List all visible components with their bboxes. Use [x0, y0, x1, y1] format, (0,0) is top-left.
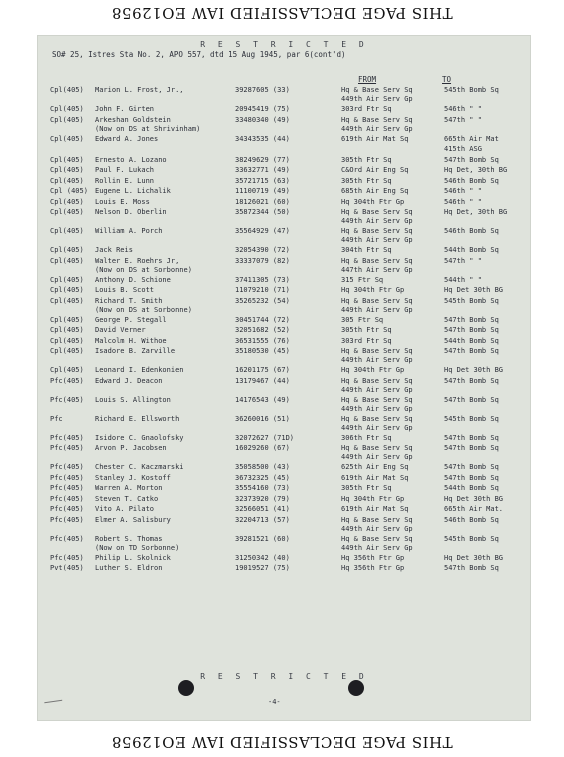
roster-row [38, 396, 530, 415]
from-cell: 305th Ftr Sq [341, 176, 392, 185]
name-cell: Marion L. Frost, Jr., [95, 86, 184, 94]
name-cell: George P. Stegall [95, 315, 167, 324]
serial-number-cell: 20945419 (75) [235, 105, 290, 113]
from-cell: 619th Air Mat Sq [341, 134, 409, 143]
roster-row [38, 105, 530, 116]
punch-hole-left [178, 680, 194, 696]
serial-number-cell: 32204713 (57) [235, 515, 290, 524]
name-cell: Richard T. Smith [95, 296, 163, 305]
name-cell: Anthony D. Schione [95, 275, 171, 284]
from-cell: Hq & Base Serv Sq [341, 115, 413, 124]
from-cell-line2: 449th Air Serv Gp [341, 404, 413, 413]
from-cell: Hq & Base Serv Sq [341, 395, 413, 404]
to-cell: 547th Bomb Sq [444, 564, 499, 572]
grade-cell: Cpl(405) [50, 366, 84, 374]
name-cell: Warren A. Morton [95, 484, 163, 492]
name-cell: David Verner [95, 326, 146, 334]
declassified-banner-bottom: THIS PAGE DECLASSIFIED IAW EO12958 [111, 733, 453, 751]
grade-cell: Pfc(405) [50, 463, 84, 471]
grade-cell: Pfc(405) [50, 473, 84, 482]
page-number: -4- [268, 698, 281, 706]
grade-cell: Cpl(405) [50, 155, 84, 164]
punch-hole-right [348, 680, 364, 696]
from-cell: 315 Ftr Sq [341, 275, 384, 284]
roster-row [38, 187, 530, 198]
roster-row [38, 415, 530, 434]
roster-row [38, 495, 530, 506]
serial-number-cell: 39287605 (33) [235, 86, 290, 94]
roster-row [38, 286, 530, 297]
name-cell: John F. Girten [95, 105, 155, 113]
serial-number-cell: 33632771 (49) [235, 166, 290, 174]
roster-row [38, 564, 530, 575]
from-cell: Hq & Base Serv Sq [341, 444, 413, 452]
from-cell: Hq & Base Serv Sq [341, 534, 413, 543]
serial-number-cell: 38249629 (77) [235, 155, 290, 164]
roster-row [38, 484, 530, 495]
roster-row [38, 316, 530, 327]
roster-row [38, 246, 530, 257]
from-cell-line2: 447th Air Serv Gp [341, 265, 413, 274]
grade-cell: Pvt(405) [50, 564, 84, 572]
to-cell: 544th Bomb Sq [444, 246, 499, 254]
to-cell: 545th Bomb Sq [444, 534, 499, 543]
roster-row [38, 326, 530, 337]
name-cell: Steven T. Catko [95, 494, 159, 503]
roster-row [38, 505, 530, 516]
roster-row [38, 535, 530, 554]
to-cell: 546th Bomb Sq [444, 176, 499, 185]
to-cell: Hq Det 30th BG [444, 366, 504, 374]
from-cell: 304th Ftr Sq [341, 246, 392, 254]
from-cell: Hq 304th Ftr Gp [341, 494, 405, 503]
grade-cell: Cpl(405) [50, 227, 84, 235]
serial-number-cell: 32072627 (71D) [235, 433, 295, 442]
grade-cell: Cpl(405) [50, 105, 84, 113]
name-cell: Richard E. Ellsworth [95, 414, 180, 423]
serial-number-cell: 32054390 (72) [235, 246, 290, 254]
grade-cell: Pfc(405) [50, 395, 84, 404]
serial-number-cell: 30451744 (72) [235, 315, 290, 324]
name-cell: Edward A. Jones [95, 134, 159, 143]
serial-number-cell: 35180530 (45) [235, 347, 290, 355]
to-cell: 546th " " [444, 187, 482, 195]
from-cell-line2: 449th Air Serv Gp [341, 124, 413, 133]
serial-number-cell: 11100719 (49) [235, 187, 290, 195]
from-cell-line2: 449th Air Serv Gp [341, 524, 413, 533]
serial-number-cell: 39281521 (60) [235, 534, 290, 543]
roster-row [38, 257, 530, 276]
serial-number-cell: 36531555 (76) [235, 336, 290, 345]
from-cell: Hq 304th Ftr Gp [341, 197, 405, 206]
grade-cell: Cpl (405) [50, 187, 88, 195]
to-cell: 547th Bomb Sq [444, 326, 499, 334]
to-cell: 665th Air Mat. [444, 505, 504, 513]
from-cell: Hq & Base Serv Sq [341, 227, 413, 235]
name-cell: Leonard I. Edenkonien [95, 366, 184, 374]
to-cell: 547th Bomb Sq [444, 463, 499, 471]
serial-number-cell: 35721715 (63) [235, 176, 290, 185]
name-cell: Arvon P. Jacobsen [95, 444, 167, 452]
from-cell-line2: 449th Air Serv Gp [341, 217, 413, 225]
name-cell: Louis B. Scott [95, 286, 155, 294]
from-cell-line2: 449th Air Serv Gp [341, 95, 413, 103]
grade-cell: Cpl(405) [50, 296, 84, 305]
grade-cell: Cpl(405) [50, 286, 84, 294]
grade-cell: Cpl(405) [50, 115, 84, 124]
from-cell: 303rd Ftr Sq [341, 105, 392, 113]
name-cell: Luther S. Eldron [95, 564, 163, 572]
from-cell: 305th Ftr Sq [341, 484, 392, 492]
grade-cell: Pfc(405) [50, 553, 84, 562]
to-cell: 546th " " [444, 197, 482, 206]
roster-row [38, 463, 530, 474]
to-cell: Hq Det 30th BG [444, 553, 504, 562]
restricted-footer: R E S T R I C T E D [200, 672, 368, 681]
roster-row [38, 135, 530, 146]
serial-number-cell: 33480340 (49) [235, 115, 290, 124]
roster-row [38, 337, 530, 348]
grade-cell: Pfc [50, 414, 63, 423]
grade-cell: Pfc(405) [50, 376, 84, 385]
serial-number-cell: 32051682 (52) [235, 326, 290, 334]
serial-number-cell: 16201175 (67) [235, 366, 290, 374]
roster-row [38, 366, 530, 377]
to-cell: 545th Bomb Sq [444, 414, 499, 423]
to-cell: 546th Bomb Sq [444, 515, 499, 524]
restricted-header: R E S T R I C T E D [200, 40, 368, 49]
from-cell: Hq & Base Serv Sq [341, 376, 413, 385]
from-cell: 619th Air Mat Sq [341, 505, 409, 513]
name-cell: Philip L. Skolnick [95, 553, 171, 562]
from-cell: Hq 304th Ftr Gp [341, 366, 405, 374]
from-cell-line2: 449th Air Serv Gp [341, 543, 413, 552]
grade-cell: Cpl(405) [50, 134, 84, 143]
grade-cell: Pfc(405) [50, 433, 84, 442]
from-cell: Hq & Base Serv Sq [341, 86, 413, 94]
to-cell: 547th Bomb Sq [444, 315, 499, 324]
name-cell: Jack Reis [95, 246, 133, 254]
to-cell: Hq Det, 30th BG [444, 208, 508, 216]
document-page [37, 35, 531, 721]
name-cell: Arkeshan Goldstein [95, 115, 171, 124]
to-cell: 547th Bomb Sq [444, 347, 499, 355]
roster-row [38, 347, 530, 366]
grade-cell: Cpl(405) [50, 176, 84, 185]
from-cell: Hq 304th Ftr Gp [341, 286, 405, 294]
to-cell: 547th Bomb Sq [444, 376, 499, 385]
roster-row [38, 198, 530, 209]
serial-number-cell: 19019527 (75) [235, 564, 290, 572]
from-cell-line2: 449th Air Serv Gp [341, 385, 413, 394]
roster-row [38, 516, 530, 535]
serial-number-cell: 32566051 (41) [235, 505, 290, 513]
to-cell: 547th " " [444, 256, 482, 265]
name-cell: Edward J. Deacon [95, 376, 163, 385]
roster-row [38, 86, 530, 105]
from-cell: 305th Ftr Sq [341, 155, 392, 164]
serial-number-cell: 13179467 (44) [235, 376, 290, 385]
to-cell: 547th Bomb Sq [444, 155, 499, 164]
from-cell: 305th Ftr Sq [341, 326, 392, 334]
roster-row [38, 166, 530, 177]
from-cell: 685th Air Eng Sq [341, 187, 409, 195]
grade-cell: Cpl(405) [50, 256, 84, 265]
to-cell: Hq Det 30th BG [444, 494, 504, 503]
to-cell: 545th Bomb Sq [444, 296, 499, 305]
name-cell: Louis S. Allington [95, 395, 171, 404]
from-cell: Hq & Base Serv Sq [341, 296, 413, 305]
roster-row [38, 208, 530, 227]
name-cell: William A. Porch [95, 227, 163, 235]
from-cell-line2: 449th Air Serv Gp [341, 356, 413, 364]
duty-note: (Now on DS at Sorbonne) [95, 265, 192, 274]
to-cell: 547th Bomb Sq [444, 444, 499, 452]
name-cell: Stanley J. Kostoff [95, 473, 171, 482]
serial-number-cell: 35265232 (54) [235, 296, 290, 305]
serial-number-cell: 14176543 (49) [235, 395, 290, 404]
serial-number-cell: 16029260 (67) [235, 444, 290, 452]
to-cell: Hq Det 30th BG [444, 286, 504, 294]
from-cell-line2: 449th Air Serv Gp [341, 453, 413, 461]
from-cell: C&Ord Air Eng Sq [341, 166, 409, 174]
grade-cell: Cpl(405) [50, 246, 84, 254]
name-cell: Louis E. Moss [95, 197, 150, 206]
declassified-banner-top: THIS PAGE DECLASSIFIED IAW EO12958 [111, 4, 453, 22]
grade-cell: Cpl(405) [50, 336, 84, 345]
to-cell: 547th Bomb Sq [444, 395, 499, 404]
roster-row [38, 177, 530, 188]
to-cell: 544th " " [444, 275, 482, 284]
roster-row [38, 276, 530, 287]
roster-row [38, 434, 530, 445]
from-cell: 305 Ftr Sq [341, 315, 384, 324]
roster-row [38, 377, 530, 396]
name-cell: Rollin E. Lunn [95, 176, 155, 185]
from-cell-line2: 449th Air Serv Gp [341, 236, 413, 244]
to-cell: 546th " " [444, 105, 482, 113]
grade-cell: Cpl(405) [50, 275, 84, 284]
serial-number-cell: 32373920 (79) [235, 494, 290, 503]
to-cell: 665th Air Mat [444, 134, 499, 143]
from-cell: Hq & Base Serv Sq [341, 347, 413, 355]
from-cell-line2: 449th Air Serv Gp [341, 423, 413, 432]
roster-row [38, 145, 530, 156]
roster-row [38, 156, 530, 167]
duty-note: (Now on DS at Sorbonne) [95, 305, 192, 314]
to-cell: Hq Det, 30th BG [444, 166, 508, 174]
to-cell: 544th Bomb Sq [444, 336, 499, 345]
name-cell: Paul F. Lukach [95, 166, 155, 174]
grade-cell: Cpl(405) [50, 326, 84, 334]
from-cell-line2: 449th Air Serv Gp [341, 305, 413, 314]
name-cell: Isidore C. Gnaolofsky [95, 433, 184, 442]
name-cell: Elmer A. Salisbury [95, 515, 171, 524]
name-cell: Robert S. Thomas [95, 534, 163, 543]
serial-number-cell: 11079210 (71) [235, 286, 290, 294]
serial-number-cell: 35564929 (47) [235, 227, 290, 235]
roster-row [38, 444, 530, 463]
grade-cell: Cpl(405) [50, 208, 84, 216]
grade-cell: Cpl(405) [50, 315, 84, 324]
serial-number-cell: 36260016 (51) [235, 414, 290, 423]
serial-number-cell: 18126021 (60) [235, 197, 290, 206]
grade-cell: Cpl(405) [50, 166, 84, 174]
name-cell: Isadore B. Zarville [95, 347, 176, 355]
to-cell: 546th Bomb Sq [444, 227, 499, 235]
name-cell: Ernesto A. Lozano [95, 155, 167, 164]
grade-cell: Pfc(405) [50, 494, 84, 503]
name-cell: Chester C. Kaczmarski [95, 463, 184, 471]
roster-row [38, 474, 530, 485]
serial-number-cell: 37411305 (73) [235, 275, 290, 284]
name-cell: Walter E. Roehrs Jr, [95, 256, 180, 265]
name-cell: Nelson D. Oberlin [95, 208, 167, 216]
roster-table [38, 86, 530, 575]
roster-row [38, 554, 530, 565]
from-cell: Hq & Base Serv Sq [341, 256, 413, 265]
from-cell: 306th Ftr Sq [341, 433, 392, 442]
roster-row [38, 116, 530, 135]
to-cell: 547th " " [444, 115, 482, 124]
to-cell: 547th Bomb Sq [444, 473, 499, 482]
serial-number-cell: 31250342 (40) [235, 553, 290, 562]
to-cell: 545th Bomb Sq [444, 86, 499, 94]
to-cell: 415th ASG [444, 145, 482, 153]
to-column-header: TO [442, 75, 452, 84]
grade-cell: Pfc(405) [50, 444, 84, 452]
grade-cell: Pfc(405) [50, 505, 84, 513]
from-cell: Hq & Base Serv Sq [341, 208, 413, 216]
roster-row [38, 227, 530, 246]
from-cell: 619th Air Mat Sq [341, 473, 409, 482]
pencil-mark [44, 696, 63, 703]
serial-number-cell: 35554160 (73) [235, 484, 290, 492]
name-cell: Eugene L. Lichalik [95, 187, 171, 195]
from-cell: 625th Air Eng Sq [341, 463, 409, 471]
name-cell: Vito A. Pilato [95, 505, 155, 513]
serial-number-cell: 36732325 (45) [235, 473, 290, 482]
from-cell: Hq & Base Serv Sq [341, 414, 413, 423]
roster-row [38, 297, 530, 316]
order-reference: SO# 25, Istres Sta No. 2, APO 557, dtd 15 Aug 1945, par 6(cont'd) [52, 50, 346, 59]
grade-cell: Pfc(405) [50, 534, 84, 543]
from-cell: 303rd Ftr Sq [341, 336, 392, 345]
serial-number-cell: 35058500 (43) [235, 463, 290, 471]
to-cell: 547th Bomb Sq [444, 433, 499, 442]
serial-number-cell: 34343535 (44) [235, 134, 290, 143]
grade-cell: Pfc(405) [50, 515, 84, 524]
from-cell: Hq 356th Ftr Gp [341, 564, 405, 572]
serial-number-cell: 35872344 (50) [235, 208, 290, 216]
to-cell: 544th Bomb Sq [444, 484, 499, 492]
duty-note: (Now on DS at Shrivinham) [95, 124, 201, 133]
from-column-header: FROM [358, 75, 377, 84]
duty-note: (Now on TD Sorbonne) [95, 543, 180, 552]
grade-cell: Pfc(405) [50, 484, 84, 492]
serial-number-cell: 33337079 (82) [235, 256, 290, 265]
grade-cell: Cpl(405) [50, 197, 84, 206]
from-cell: Hq 356th Ftr Gp [341, 553, 405, 562]
grade-cell: Cpl(405) [50, 347, 84, 355]
from-cell: Hq & Base Serv Sq [341, 515, 413, 524]
grade-cell: Cpl(405) [50, 86, 84, 94]
name-cell: Malcolm H. Withoe [95, 336, 167, 345]
